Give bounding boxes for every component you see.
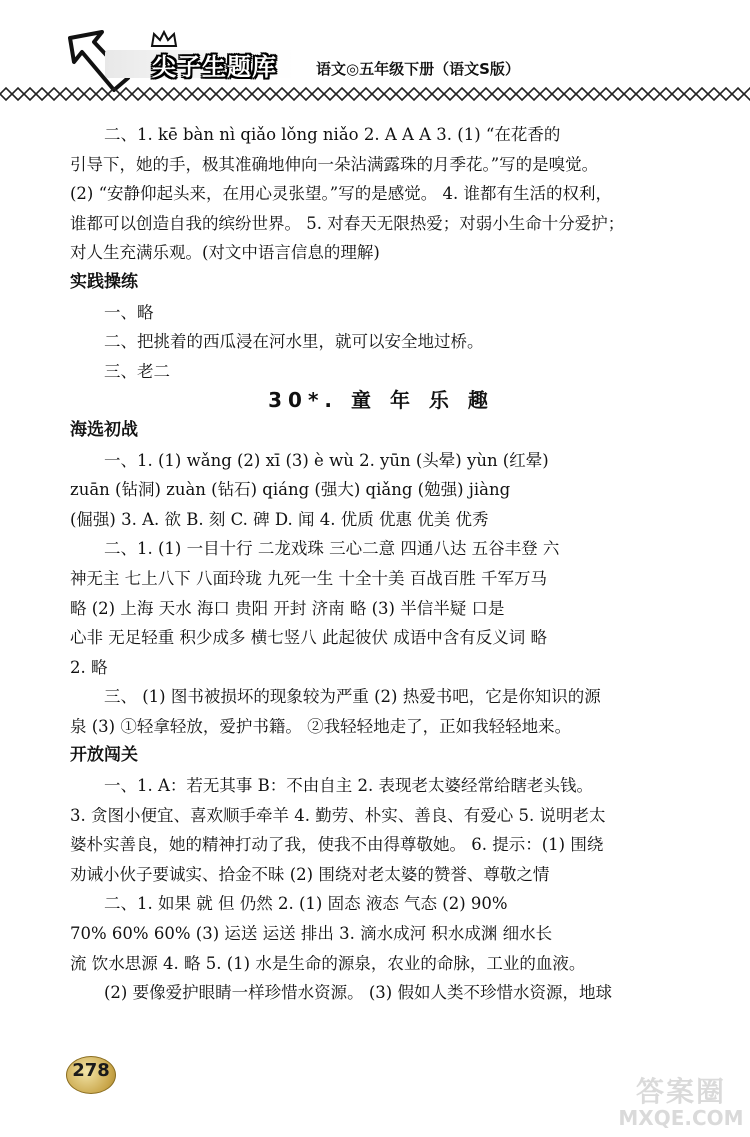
text-line: 一、1. A：若无其事 B：不由自主 2. 表现老太婆经常给瞎老头钱。 xyxy=(104,776,594,796)
text-line: 2. 略 xyxy=(70,657,108,677)
text-line: 三、老二 xyxy=(104,361,170,381)
text-line: 二、1. 如果 就 但 仍然 2. (1) 固态 液态 气态 (2) 90% xyxy=(104,894,508,914)
text-line: 略 (2) 上海 天水 海口 贵阳 开封 济南 略 (3) 半信半疑 口是 xyxy=(70,598,505,618)
text-line: 70% 60% 60% (3) 运送 运送 排出 3. 滴水成河 积水成渊 细水长 xyxy=(70,924,553,944)
answer-content xyxy=(70,120,692,1008)
text-line: 二、1. kē bàn nì qiǎo lǒng niǎo 2. A A A 3. (1) “在花香的 xyxy=(104,125,561,144)
crown-icon xyxy=(150,30,178,48)
section-heading: 实践操练 xyxy=(70,271,138,292)
text-line: 二、1. (1) 一目十行 二龙戏珠 三心二意 四通八达 五谷丰登 六 xyxy=(104,539,560,559)
text-line: 一、1. (1) wǎng (2) xī (3) è wù 2. yūn (头晕) yùn (红晕) xyxy=(104,450,549,470)
text-line: (倔强) 3. A. 欲 B. 刻 C. 碑 D. 闻 4. 优质 优惠 优美 优秀 xyxy=(70,509,489,529)
text-line: (2) 要像爱护眼睛一样珍惜水资源。 (3) 假如人类不珍惜水资源，地球 xyxy=(104,983,612,1003)
text-line: 3. 贪图小便宜、喜欢顺手牵羊 4. 勤劳、朴实、善良、有爱心 5. 说明老太 xyxy=(70,805,606,825)
text-line: 引导下，她的手，极其准确地伸向一朵沾满露珠的月季花。”写的是嗅觉。 xyxy=(70,154,599,174)
subject-label: 语文◎五年级下册（语文S版） xyxy=(316,60,520,78)
text-line: 谁都可以创造自我的缤纷世界。 5. 对春天无限热爱；对弱小生命十分爱护； xyxy=(70,213,625,233)
watermark xyxy=(616,1070,746,1134)
watermark-text: 答案圈 xyxy=(635,1075,726,1108)
watermark-url: MXQE.COM xyxy=(618,1106,744,1130)
text-line: (2) “安静仰起头来，在用心灵张望。”写的是感觉。 4. 谁都有生活的权利， xyxy=(70,184,612,204)
text-line: 泉 (3) ①轻拿轻放，爱护书籍。 ②我轻轻地走了，正如我轻轻地来。 xyxy=(70,716,572,736)
text-line: 流 饮水思源 4. 略 5. (1) 水是生命的源泉，农业的命脉，工业的血液。 xyxy=(70,953,586,973)
zigzag-divider xyxy=(0,86,750,102)
page-number-badge xyxy=(66,1056,116,1092)
text-line: 婆朴实善良，她的精神打动了我，使我不由得尊敬她。 6. 提示：(1) 围绕 xyxy=(70,835,604,855)
page-number: 278 xyxy=(72,1060,110,1081)
lesson-title: 30*. 童 年 乐 趣 xyxy=(268,388,494,413)
text-line: 心非 无足轻重 积少成多 横七竖八 此起彼伏 成语中含有反义词 略 xyxy=(70,628,547,648)
text-line: 对人生充满乐观。(对文中语言信息的理解) xyxy=(70,243,380,263)
section-heading: 海选初战 xyxy=(70,419,138,440)
text-line: 三、 (1) 图书被损坏的现象较为严重 (2) 热爱书吧，它是你知识的源 xyxy=(104,687,601,707)
page-header xyxy=(0,0,750,110)
text-line: 二、把挑着的西瓜浸在河水里，就可以安全地过桥。 xyxy=(104,332,484,352)
text-line: zuān (钻洞) zuàn (钻石) qiáng (强大) qiǎng (勉强) jiàng xyxy=(70,480,511,500)
section-heading: 开放闯关 xyxy=(70,745,138,766)
text-line: 一、略 xyxy=(104,302,154,322)
brand-title: 尖子生题库 xyxy=(152,53,277,81)
text-line: 劝诫小伙子要诚实、拾金不昧 (2) 围绕对老太婆的赞誉、尊敬之情 xyxy=(70,864,550,884)
text-line: 神无主 七上八下 八面玲珑 九死一生 十全十美 百战百胜 千军万马 xyxy=(70,568,547,588)
